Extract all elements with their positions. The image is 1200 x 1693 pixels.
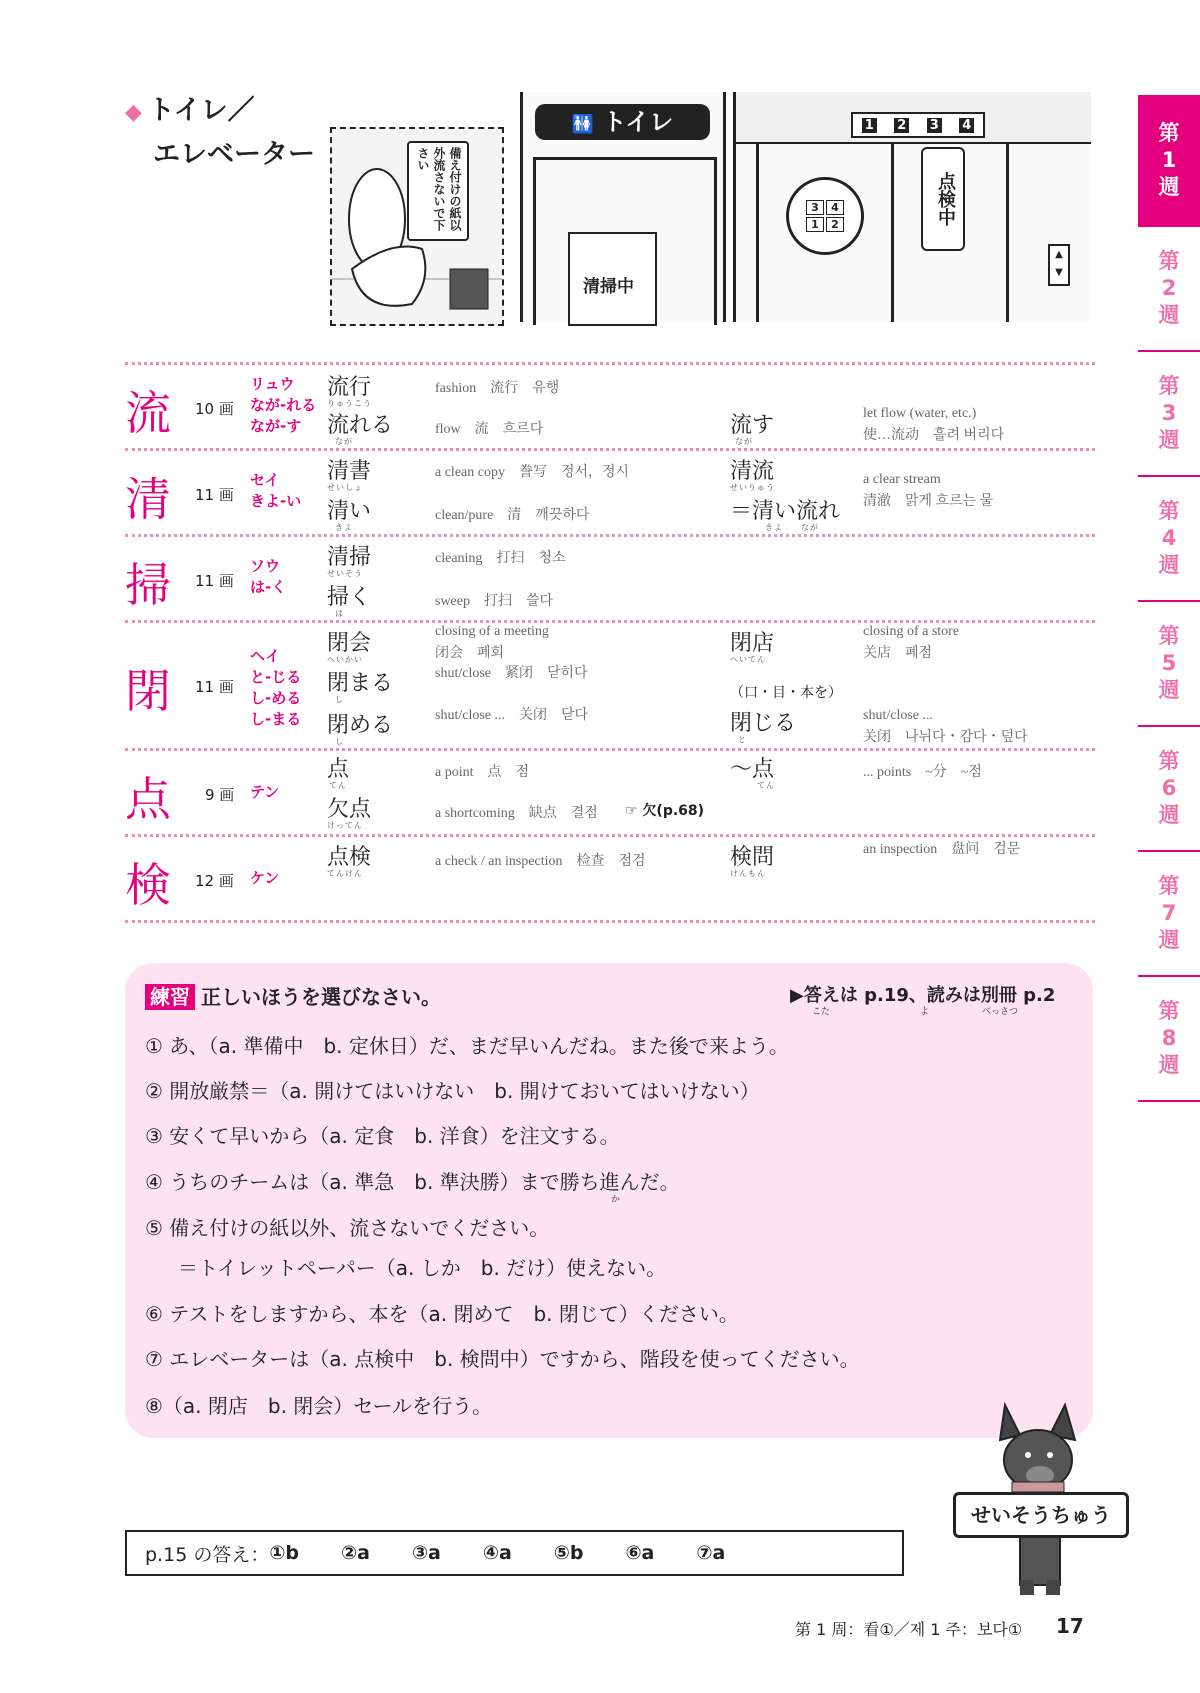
kanji-row-hei [125, 620, 1095, 748]
floor-4: 4 [959, 118, 974, 133]
tab-week-4[interactable] [1138, 477, 1200, 602]
answer-item: ②a [341, 1542, 370, 1564]
furigana: へいてん [730, 655, 766, 664]
tab-label: 週 [1158, 303, 1180, 327]
translation: 关闭 나뉘다・감다・덮다 [863, 730, 1028, 745]
kanji-row-sei [125, 448, 1095, 534]
reading: は-く [250, 578, 287, 596]
tab-week-7[interactable] [1138, 852, 1200, 977]
reading: テン [250, 783, 280, 801]
translation: 清澈 맑게 흐르는 물 [863, 494, 994, 509]
furigana: と [738, 735, 747, 744]
tab-label: 週 [1158, 428, 1180, 452]
reading: し-める [250, 689, 302, 707]
stroke-count: 10 画 [195, 400, 234, 418]
furigana: てん [329, 781, 347, 790]
practice-header [145, 981, 441, 1010]
vocab-word: 清掃 [327, 545, 372, 570]
tab-week-2[interactable] [1138, 227, 1200, 352]
tab-label: 第 [1158, 120, 1180, 145]
kanji-char: 点 [125, 772, 171, 826]
stroke-count: 11 画 [195, 486, 234, 504]
tab-label: 第 [1158, 874, 1180, 898]
answer-item: ③a [411, 1542, 441, 1564]
furigana: りゅうこう [327, 399, 372, 408]
kanji-row-sou [125, 534, 1095, 620]
vocab-word: 流れる [327, 413, 394, 438]
furigana: へいかい [327, 655, 363, 664]
tab-label: 週 [1158, 678, 1180, 702]
vocab-word: 検問 [730, 845, 775, 870]
week-tabs [1138, 95, 1200, 1102]
question-2[interactable]: ② 開放厳禁＝（a. 開けてはいけない b. 開けておいてはいけない） [145, 1079, 760, 1103]
furigana: なが [735, 437, 753, 446]
translation: a check / an inspection 检查 점검 [435, 854, 646, 869]
vocab-word: 清い [327, 499, 372, 524]
vocab-word: ～点 [730, 757, 775, 782]
tab-label: 第 [1158, 749, 1180, 773]
tab-label: 1 [1161, 147, 1177, 172]
tab-week-8[interactable] [1138, 977, 1200, 1102]
tab-label: 第 [1158, 999, 1180, 1023]
translation: an inspection 盘问 검문 [863, 842, 1021, 857]
translation: shut/close 紧闭 닫히다 [435, 666, 588, 681]
readings [250, 470, 301, 512]
practice-badge: 練習 [145, 984, 195, 1010]
reading: ソウ [250, 557, 281, 575]
tab-week-5[interactable] [1138, 602, 1200, 727]
floor-3: 3 [927, 118, 942, 133]
practice-instruction: 正しいほうを選びなさい。 [201, 985, 441, 1009]
stroke-count: 9 画 [205, 786, 235, 804]
translation: closing of a meeting [435, 624, 549, 639]
reading: ヘイ [250, 647, 281, 665]
stroke-count: 11 画 [195, 572, 234, 590]
question-1[interactable]: ① あ、（a. 準備中 b. 定休日）だ、まだ早いんだね。また後で来よう。 [145, 1034, 789, 1058]
translation: flow 流 흐르다 [435, 422, 544, 437]
question-4[interactable]: ④ うちのチームは（a. 準急 b. 準決勝）まで勝ち進んだ。 [145, 1170, 680, 1194]
usage-note: （口・目・本を） [730, 685, 842, 701]
diamond-icon: ◆ [125, 100, 142, 125]
tab-week-1[interactable] [1138, 95, 1200, 227]
restroom-sign [535, 104, 710, 140]
section-title-line2: エレベーター [153, 139, 315, 170]
reading: なが-す [250, 417, 302, 435]
tab-label: 8 [1161, 1026, 1177, 1050]
kanji-row-ten [125, 748, 1095, 834]
furigana: てんけん [327, 869, 363, 878]
reading: セイ [250, 471, 280, 489]
kanji-char: 掃 [125, 558, 171, 612]
translation: let flow (water, etc.) [863, 406, 977, 421]
furigana: きよ なが [765, 523, 819, 532]
panel-button-3: 3 [806, 200, 824, 215]
elevator-illustration [733, 92, 1091, 322]
furigana: せいりゅう [730, 483, 775, 492]
translation: shut/close ... [863, 708, 933, 723]
readings [250, 374, 316, 437]
vocab-word: 流行 [327, 375, 372, 400]
furigana: けってん [327, 821, 363, 830]
tab-label: 第 [1158, 249, 1180, 273]
translation: a clear stream [863, 472, 941, 487]
tab-label: 5 [1161, 651, 1177, 675]
question-ruby: か [611, 1195, 621, 1205]
toilet-notice: 備え付けの紙以外流さないで下さい [407, 141, 469, 241]
question-7[interactable]: ⑦ エレベーターは（a. 点検中 b. 検問中）ですから、階段を使ってください。 [145, 1347, 860, 1371]
vocab-word: 点 [327, 757, 350, 782]
vocab-word: 閉店 [730, 631, 775, 656]
vocab-word: 閉じる [730, 711, 797, 736]
answer-item: ⑤b [553, 1542, 584, 1564]
tab-label: 第 [1158, 624, 1180, 648]
furigana: し [335, 695, 344, 704]
vocab-word: 閉会 [327, 631, 372, 656]
kanji-row-ryuu [125, 362, 1095, 448]
readings [250, 556, 286, 598]
question-3[interactable]: ③ 安くて早いから（a. 定食 b. 洋食）を注文する。 [145, 1124, 620, 1148]
kanji-char: 閉 [125, 664, 171, 718]
vocab-word: ＝清い流れ [730, 499, 841, 524]
reading: と-じる [250, 668, 302, 686]
previous-answers-label: p.15 の答え： [145, 1543, 270, 1566]
furigana: なが [335, 437, 353, 446]
tab-label: 7 [1161, 901, 1177, 925]
vocab-word: 閉まる [327, 671, 394, 696]
page-number: 17 [1056, 1614, 1084, 1638]
vocab-word: 閉める [327, 713, 394, 738]
furigana: けんもん [730, 869, 766, 878]
cleaning-sign-label: 清掃中 [583, 277, 634, 297]
readings [250, 782, 279, 803]
furigana: てん [757, 781, 775, 790]
mascot-sign: せいそうちゅう [953, 1492, 1129, 1538]
panel-button-1: 1 [806, 217, 824, 232]
answer-item: ④a [482, 1542, 512, 1564]
restroom-sign-label: トイレ [602, 108, 674, 136]
vocab-word: 欠点 [327, 797, 372, 822]
elevator-door-gap [891, 142, 894, 322]
vocab-word: 掃く [327, 585, 372, 610]
furigana: きよ [335, 523, 353, 532]
panel-button-4: 4 [826, 200, 844, 215]
answer-ruby: べっさつ [982, 1007, 1019, 1017]
elevator-frame-left [756, 142, 759, 322]
answer-reference[interactable]: ▶答えは p.19、読みは別冊 p.2 [790, 985, 1056, 1006]
translation: 关店 폐점 [863, 646, 933, 661]
answer-ruby: よ [920, 1007, 930, 1017]
furigana: し [335, 737, 344, 746]
divider [125, 920, 1095, 923]
kanji-row-ken [125, 834, 1095, 920]
translation: 使…流动 흘려 버리다 [863, 428, 1005, 443]
vocab-word: 点検 [327, 845, 372, 870]
tab-label: 週 [1158, 803, 1180, 827]
tab-label: 3 [1161, 401, 1177, 425]
question-8[interactable]: ⑧（a. 閉店 b. 閉会）セールを行う。 [145, 1394, 493, 1418]
floor-2: 2 [894, 118, 909, 133]
reading: きよ-い [250, 492, 302, 510]
reading: なが-れる [250, 396, 317, 414]
translation: 闭会 폐회 [435, 646, 505, 661]
cross-reference[interactable]: ☞ 欠(p.68) [625, 803, 705, 819]
reading: リュウ [250, 375, 295, 393]
tab-week-6[interactable] [1138, 727, 1200, 852]
vocab-word: 清流 [730, 459, 775, 484]
translation: a shortcoming 缺点 결점 [435, 806, 598, 821]
answer-item: ①b [269, 1542, 300, 1564]
panel-button-2: 2 [826, 217, 844, 232]
answer-item: ⑥a [625, 1542, 655, 1564]
footer-text: 第 1 周：看①／제 1 주：보다① [795, 1620, 1023, 1639]
question-6[interactable]: ⑥ テストをしますから、本を（a. 閉めて b. 閉じて）ください。 [145, 1302, 739, 1326]
tab-label: 2 [1161, 276, 1177, 300]
stroke-count: 12 画 [195, 872, 234, 890]
answer-ruby: こた [812, 1007, 831, 1017]
furigana: せいそう [327, 569, 363, 578]
elevator-frame-right [1006, 142, 1009, 322]
tab-label: 第 [1158, 499, 1180, 523]
toilet-illustration [330, 127, 504, 326]
elevator-panel-zoom [786, 177, 864, 255]
previous-answers [125, 1530, 904, 1576]
tab-label: 週 [1158, 928, 1180, 952]
tab-label: 4 [1161, 526, 1177, 550]
translation: ... points ~分 ~점 [863, 765, 982, 780]
tab-label: 週 [1158, 553, 1180, 577]
inspection-sign: 点検中 [921, 147, 965, 251]
readings [250, 868, 279, 889]
restroom-illustration [520, 92, 726, 322]
translation: fashion 流行 유행 [435, 381, 560, 396]
translation: a point 点 점 [435, 765, 530, 780]
translation: a clean copy 誊写 정서，정시 [435, 465, 630, 480]
section-title [125, 90, 315, 176]
translation: closing of a store [863, 624, 960, 639]
tab-label: 6 [1161, 776, 1177, 800]
kanji-char: 清 [125, 472, 171, 526]
translation: sweep 打扫 쓸다 [435, 594, 554, 609]
floor-indicator [851, 112, 985, 138]
kanji-char: 流 [125, 386, 171, 440]
vocab-word: 流す [730, 413, 775, 438]
answer-item: ⑦a [696, 1542, 726, 1564]
stroke-count: 11 画 [195, 678, 234, 696]
kanji-char: 検 [125, 858, 171, 912]
translation: shut/close ... 关闭 닫다 [435, 708, 589, 723]
vocab-word: 清書 [327, 459, 372, 484]
furigana: は [335, 609, 344, 618]
section-title-line1: トイレ／ [147, 95, 255, 126]
question-5-continued[interactable]: ＝トイレットペーパー（a. しか b. だけ）使えない。 [178, 1256, 667, 1280]
tab-label: 週 [1158, 174, 1180, 199]
tab-label: 第 [1158, 374, 1180, 398]
translation: clean/pure 清 깨끗하다 [435, 508, 590, 523]
question-5[interactable]: ⑤ 備え付けの紙以外、流さないでください。 [145, 1216, 550, 1240]
restroom-icon: 🚻 [571, 114, 595, 135]
translation: cleaning 打扫 청소 [435, 551, 566, 566]
reading: ケン [250, 869, 280, 887]
readings [250, 646, 301, 730]
call-buttons-icon: ▲ ▼ [1048, 244, 1070, 286]
floor-1: 1 [862, 118, 877, 133]
tab-label: 週 [1158, 1053, 1180, 1077]
tab-week-3[interactable] [1138, 352, 1200, 477]
reading: し-まる [250, 710, 302, 728]
furigana: せいしょ [327, 483, 363, 492]
